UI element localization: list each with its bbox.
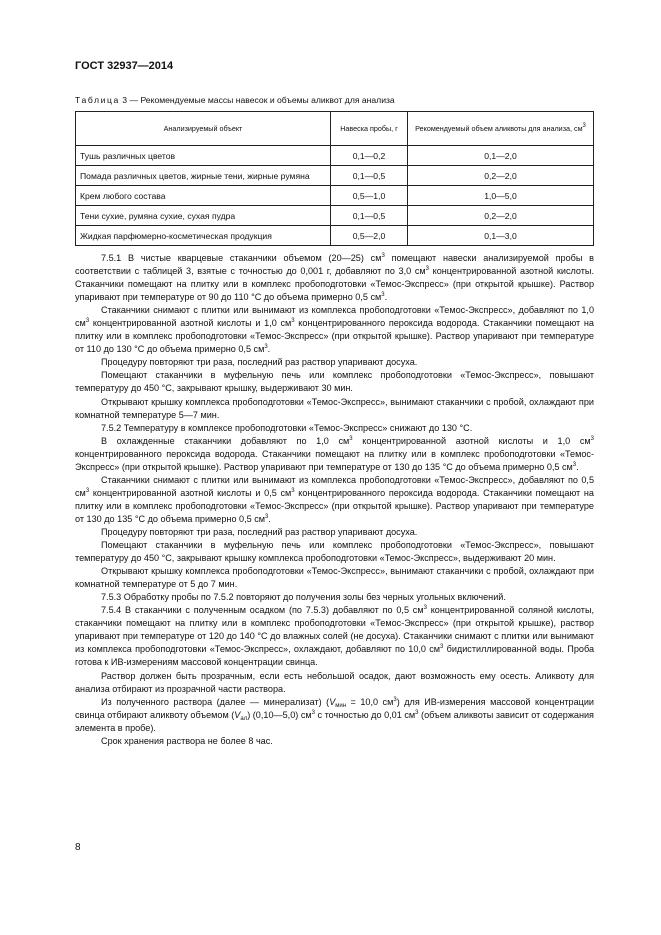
cell-volume: 0,2—2,0 bbox=[408, 166, 594, 186]
superscript: 3 bbox=[349, 435, 353, 442]
text-run: 7.5.1 В чистые кварцевые стаканчики объемом (20—25) см bbox=[101, 253, 382, 263]
paragraph-7-5-2: 7.5.2 Температуру в комплексе пробоподготовки «Темос-Экспресс» снижают до 130 °С. bbox=[101, 422, 473, 433]
text-run: (объем аликвоты зависит от содержания элемента в пробе). bbox=[75, 709, 594, 733]
superscript: 3 bbox=[590, 435, 594, 442]
table-caption bbox=[75, 95, 395, 105]
standard-header: ГОСТ 32937—2014 bbox=[75, 60, 174, 72]
text-run: помещают навески анализируемой пробы в соответствии с таблицей 3, взятые с точностью до 0,001 г, добавляют по 3,0 см bbox=[75, 253, 594, 277]
text-run: Из полученного раствора (далее — минерализат) ( bbox=[101, 696, 330, 707]
text-run: . bbox=[576, 461, 579, 472]
superscript: 3 bbox=[311, 709, 315, 716]
text-run: концентрированной соляной кислоты, стаканчики помещают на плитку или в комплекс пробоподготовки «Темос-Экспресс» (при открытой крышке), раствор упаривают при температуре от 120 до 140 °С до влажных солей (не досуха). Стаканчики снимают с плитки или вынимают из комплекса пробоподготовки «Темос-Экспресс», охлаждают, добавляют по 10,0 см bbox=[75, 605, 595, 655]
text-run: ) (0,10—5,0) см bbox=[247, 709, 312, 720]
superscript: 3 bbox=[425, 266, 429, 273]
header-volume-text: Рекомендуемый объем аликвоты для анализа, см bbox=[415, 124, 583, 133]
text-run: концентрированного пероксида водорода. Стаканчики помещают на плитку или в комплекс пробоподготовки «Темос-Экспресс» (при открытой крышке). Раствор упаривают при температуре от 110 до 130 °С до объема примерно 0,5 см bbox=[75, 318, 594, 355]
header-object: Анализируемый объект bbox=[76, 112, 331, 146]
cell-mass: 0,1—0,5 bbox=[331, 206, 408, 226]
text-run: концентрированного пероксида водорода. Стаканчики помещают на плитку или в комплекс пробоподготовки «Темос-Экспресс» (при открытой крышке). Раствор упаривают при температуре от 130 до 135 °С до объема примерно 0,5 см bbox=[75, 448, 594, 472]
recommended-masses-table bbox=[75, 111, 594, 246]
cell-object: Тени сухие, румяна сухие, сухая пудра bbox=[76, 206, 331, 226]
table-row bbox=[76, 226, 594, 246]
text-run: Стаканчики снимают с плитки или вынимают из комплекса пробоподготовки «Темос-Экспресс», добавляют по 0,5 см bbox=[75, 474, 594, 498]
paragraph bbox=[75, 474, 594, 526]
superscript: 3 bbox=[572, 461, 577, 468]
paragraph bbox=[75, 304, 594, 356]
text-run: = 10,0 см bbox=[346, 696, 394, 707]
superscript: 3 bbox=[381, 253, 385, 259]
cell-object: Крем любого состава bbox=[76, 186, 331, 206]
text-run: . bbox=[267, 344, 271, 355]
paragraph bbox=[75, 696, 594, 735]
text-run: концентрированной азотной кислоты и 0,5 см bbox=[89, 487, 292, 498]
paragraph: Процедуру повторяют три раза, последний раз раствор упаривают досуха. bbox=[101, 526, 418, 537]
superscript: 3 bbox=[415, 709, 419, 716]
cell-object: Тушь различных цветов bbox=[76, 146, 331, 166]
subscript: мин bbox=[335, 702, 347, 709]
cell-volume: 0,1—2,0 bbox=[408, 146, 594, 166]
header-mass: Навеска пробы, г bbox=[331, 112, 408, 146]
superscript: 3 bbox=[264, 344, 268, 351]
variable-v: V bbox=[234, 709, 241, 720]
superscript: 3 bbox=[423, 605, 427, 612]
text-run: концентрированного пероксида водорода. Стаканчики помещают на плитку или в комплекс пробоподготовки «Темос-Экспресс» (при открытой крышке). Раствор упаривают при температуре от 130 до 135 °С до объема примерно 0,5 см bbox=[75, 487, 594, 524]
cell-mass: 0,5—1,0 bbox=[331, 186, 408, 206]
table-caption-label: Таблица bbox=[75, 95, 120, 105]
table-row bbox=[76, 146, 594, 166]
text-run: ) для ИВ-измерения массовой концентрации свинца отбирают аликвоту объемом ( bbox=[75, 696, 594, 720]
table-header-row bbox=[76, 112, 594, 146]
paragraph: Открывают крышку комплекса пробоподготовки «Темос-Экспресс», вынимают стаканчики с пробой, охлаждают при комнатной температуре 5—7 мин. bbox=[75, 396, 594, 420]
cell-volume: 0,2—2,0 bbox=[408, 206, 594, 226]
cell-mass: 0,5—2,0 bbox=[331, 226, 408, 246]
superscript: 3 bbox=[85, 487, 90, 494]
page-number: 8 bbox=[75, 842, 81, 853]
paragraph-7-5-4 bbox=[75, 604, 594, 669]
superscript: 3 bbox=[393, 696, 397, 703]
subscript: ал bbox=[240, 715, 248, 722]
cell-mass: 0,1—0,2 bbox=[331, 146, 408, 166]
table-row bbox=[76, 166, 594, 186]
table-row bbox=[76, 206, 594, 226]
paragraph: Процедуру повторяют три раза, последний раз раствор упаривают досуха. bbox=[101, 357, 418, 368]
text-run: бидистиллированной воды. Проба готова к ИВ-измерениям массовой концентрации свинца. bbox=[75, 644, 595, 668]
text-run: . bbox=[384, 292, 388, 303]
superscript: 3 bbox=[440, 644, 444, 651]
table-row bbox=[76, 186, 594, 206]
text-run: В охлажденные стаканчики добавляют по 1,0 см bbox=[101, 435, 350, 446]
paragraph: Раствор должен быть прозрачным, если есть небольшой осадок, дают возможность ему осесть. Аликвоту для анализа отбирают из прозрачной части раствора. bbox=[75, 670, 594, 694]
cell-volume: 0,1—3,0 bbox=[408, 226, 594, 246]
text-run: Стаканчики снимают с плитки или вынимают из комплекса пробоподготовки «Темос-Экспресс», добавляют по 1,0 см bbox=[75, 305, 594, 329]
paragraph: Помещают стаканчики в муфельную печь или комплекс пробоподготовки «Темос-Экспресс», повышают температуру до 450 °С, закрывают крышку комплекса пробоподготовки «Темос-Экспресс», выдерживают 20 мин. bbox=[75, 540, 594, 564]
text-run: . bbox=[268, 513, 271, 524]
table-caption-number: 3 bbox=[122, 95, 128, 105]
paragraph: Помещают стаканчики в муфельную печь или комплекс пробоподготовки «Темос-Экспресс», повышают температуру до 450 °С, закрывают крышку, выдерживают 30 мин. bbox=[75, 370, 594, 394]
header-volume-sup: 3 bbox=[582, 123, 586, 129]
superscript: 3 bbox=[265, 513, 269, 520]
cell-object: Помада различных цветов, жирные тени, жирные румяна bbox=[76, 166, 331, 186]
superscript: 3 bbox=[291, 487, 295, 494]
cell-volume: 1,0—5,0 bbox=[408, 186, 594, 206]
paragraph: Открывают крышку комплекса пробоподготовки «Темос-Экспресс», вынимают стаканчики с пробой, охлаждают при комнатной температуре от 5 до 7 мин. bbox=[75, 566, 594, 590]
paragraph: Срок хранения раствора не более 8 час. bbox=[101, 735, 273, 746]
cell-mass: 0,1—0,5 bbox=[331, 166, 408, 186]
text-run: концентрированной азотной кислоты и 1,0 см bbox=[352, 435, 591, 446]
cell-object: Жидкая парфюмерно-косметическая продукция bbox=[76, 226, 331, 246]
paragraph-7-5-1 bbox=[75, 252, 594, 304]
text-run: 7.5.4 В стаканчики с полученным осадком (по 7.5.3) добавляют по 0,5 см bbox=[101, 605, 424, 616]
paragraph bbox=[75, 435, 594, 474]
superscript: 3 bbox=[291, 318, 295, 325]
superscript: 3 bbox=[381, 292, 385, 299]
text-run: с точностью до 0,01 см bbox=[314, 709, 416, 720]
body-text bbox=[75, 252, 594, 748]
superscript: 3 bbox=[85, 318, 90, 325]
text-run: концентрированной азотной кислоты. Стаканчики помещают на плитку или в комплекс пробоподготовки «Темос-Экспресс» (при открытой крышке). Раствор упаривают при температуре от 90 до 110 °С до объема примерно 0,5 см bbox=[75, 266, 594, 303]
paragraph-7-5-3: 7.5.3 Обработку пробы по 7.5.2 повторяют до получения золы без черных угольных включений. bbox=[101, 592, 506, 603]
text-run: концентрированной азотной кислоты и 1,0 см bbox=[89, 318, 292, 329]
table-caption-title: — Рекомендуемые массы навесок и объемы аликвот для анализа bbox=[129, 95, 395, 105]
header-volume bbox=[408, 112, 594, 146]
variable-v: V bbox=[329, 696, 336, 707]
